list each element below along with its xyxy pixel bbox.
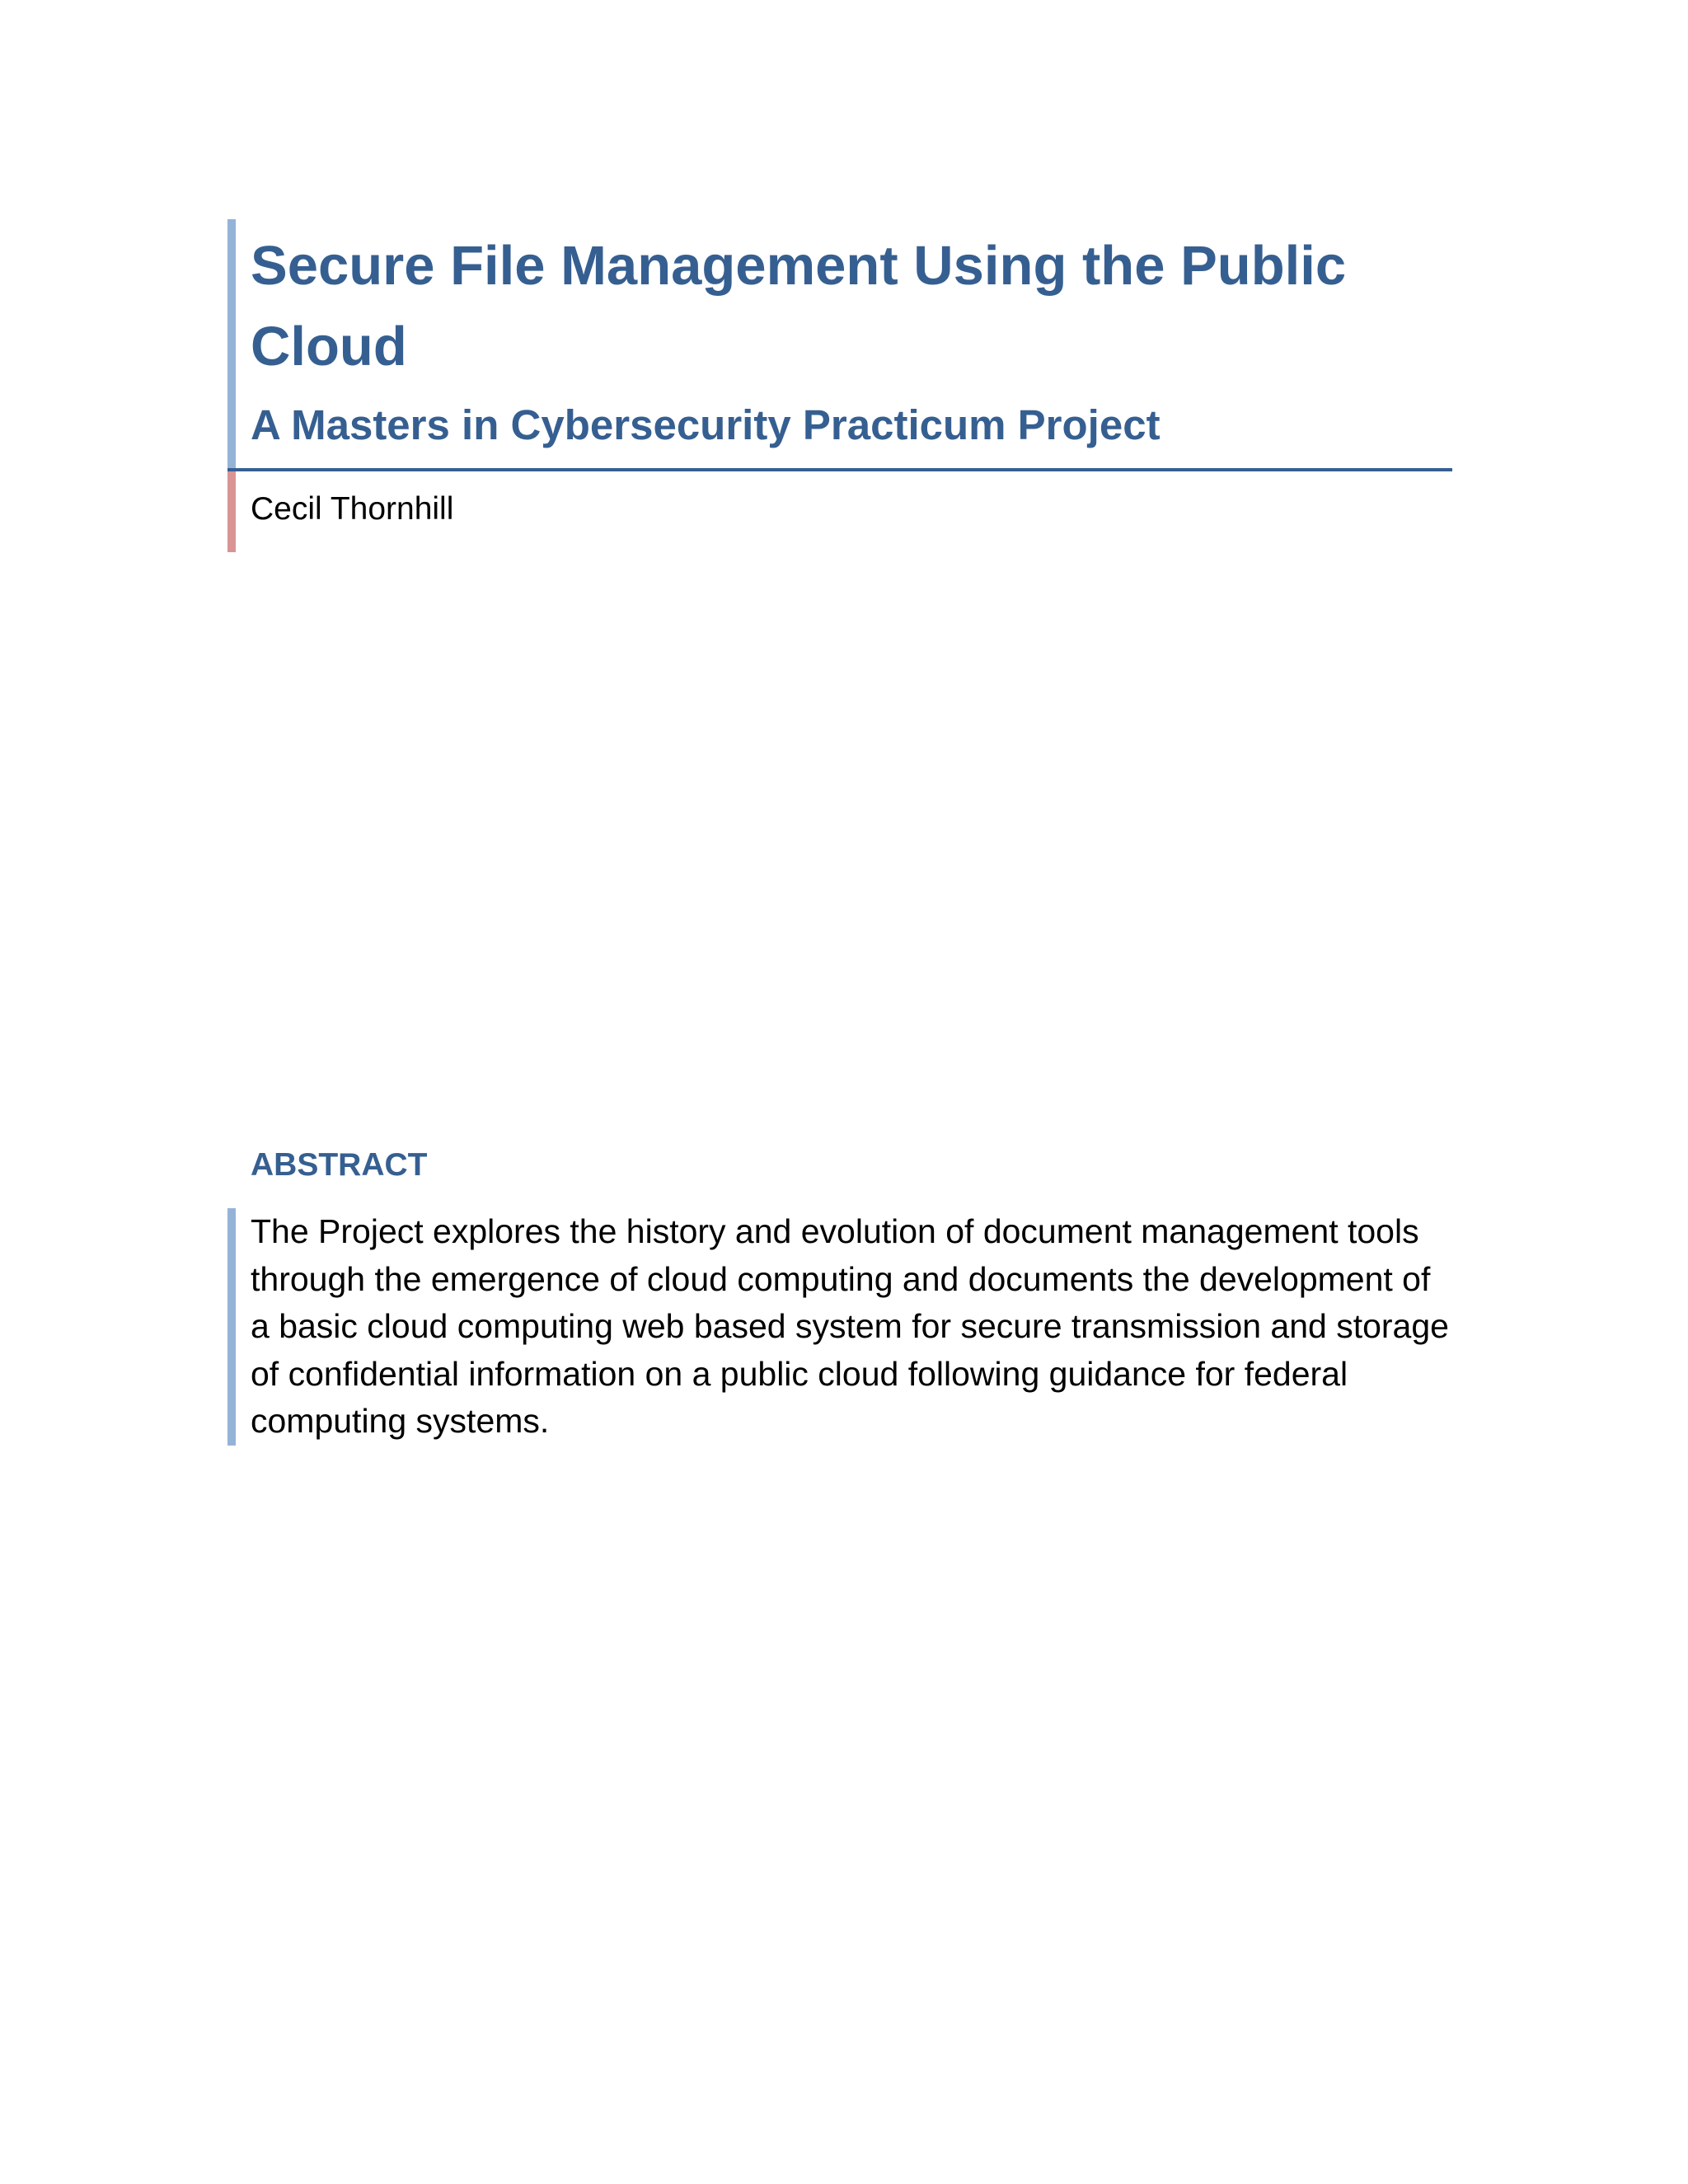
author-name: Cecil Thornhill: [251, 491, 454, 527]
abstract-body: The Project explores the history and evolution of document management tools through the emergence of cloud computing and documents the development of a basic cloud computing web based system for secure transmission and storage of confidential information on a public cloud following guidance for federal computing systems.: [251, 1212, 1449, 1440]
author-accent-bar: [227, 471, 236, 552]
document-title: Secure File Management Using the Public Cloud: [251, 235, 1347, 377]
abstract-heading: ABSTRACT: [251, 1147, 428, 1183]
abstract-accent-bar: [227, 1208, 236, 1446]
title-divider: [227, 468, 1452, 471]
title-accent-bar: [227, 219, 236, 468]
document-subtitle: A Masters in Cybersecurity Practicum Project: [251, 401, 1160, 448]
